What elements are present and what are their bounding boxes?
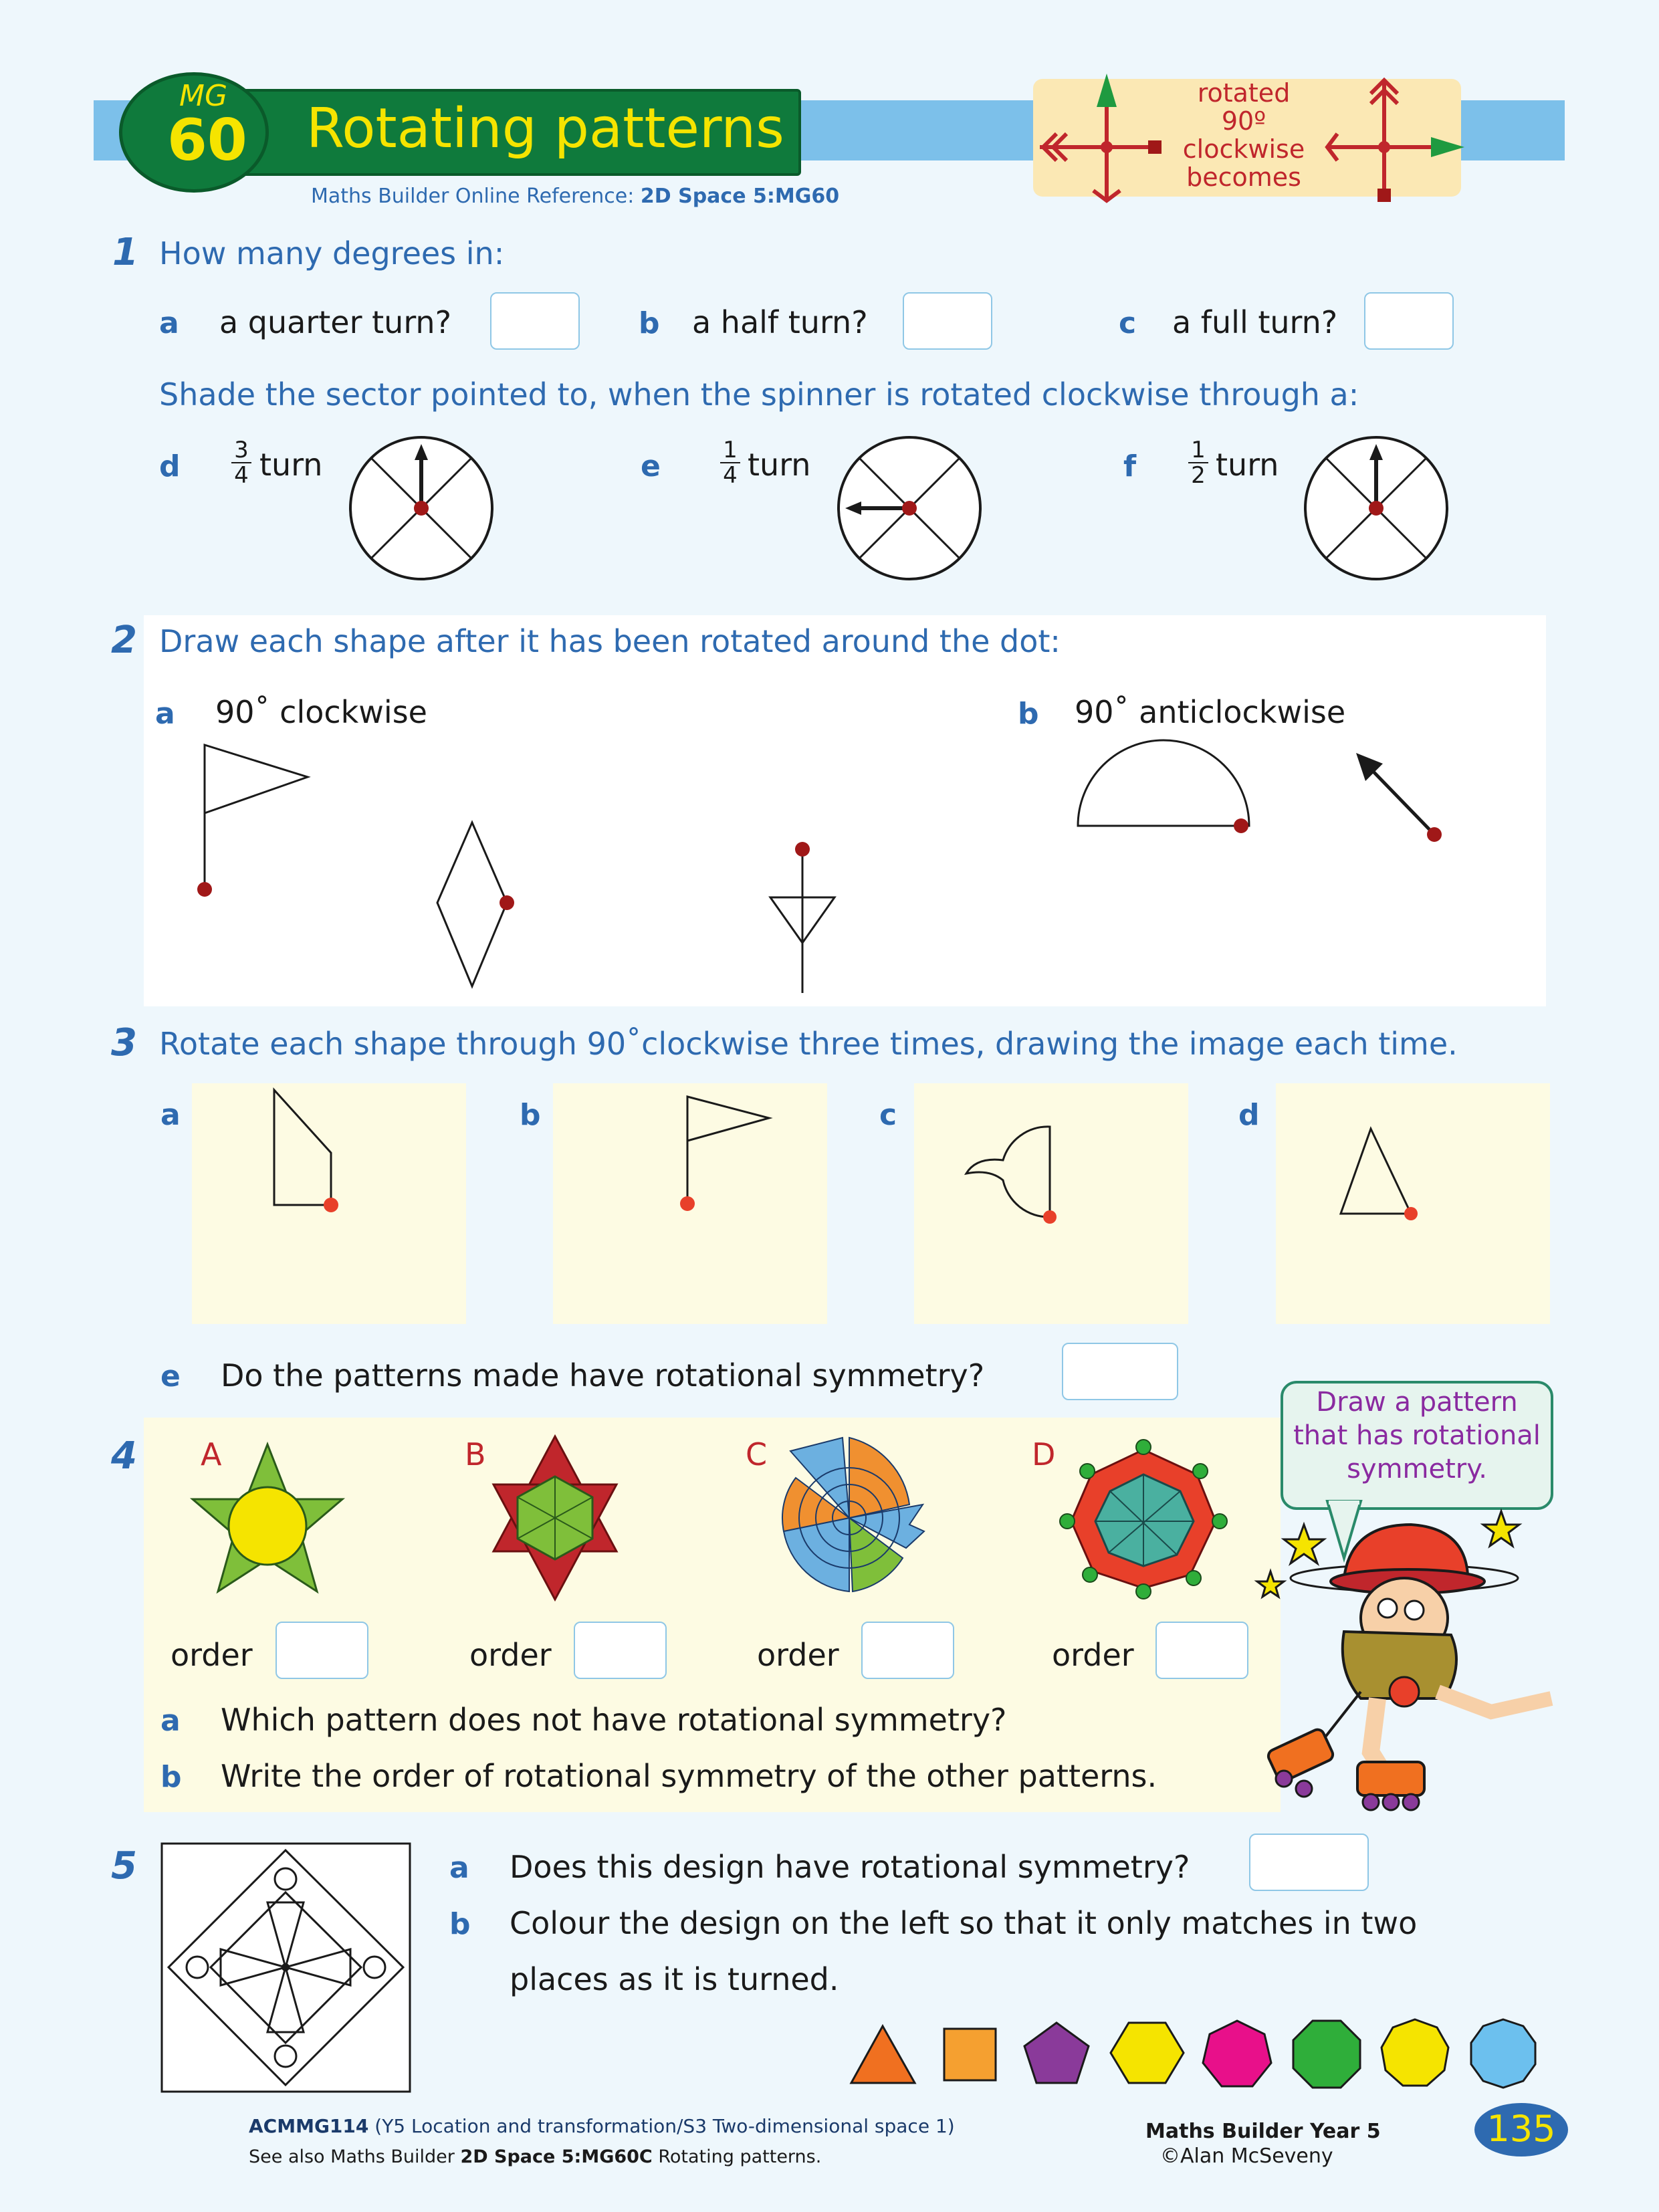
q4-number: 4 xyxy=(111,1434,137,1478)
q3e-answer-box[interactable] xyxy=(1062,1343,1178,1400)
q1b-answer-box[interactable] xyxy=(903,292,992,350)
q2-arrow-shape xyxy=(1344,742,1451,843)
q1d-fraction xyxy=(231,438,251,487)
q1a-text: a quarter turn? xyxy=(219,304,451,340)
q1b-text: a half turn? xyxy=(692,304,868,340)
curriculum-code: ACMMG114 xyxy=(249,2115,369,2137)
see-also-prefix: See also Maths Builder xyxy=(249,2146,455,2167)
q2-semicircle-shape xyxy=(1070,736,1257,836)
q4b-letter: b xyxy=(160,1760,182,1794)
q1d-letter: d xyxy=(159,449,181,483)
q1e-numerator: 1 xyxy=(723,437,738,463)
pattern-a-order-label: order xyxy=(171,1637,253,1673)
bubble-line3: symmetry. xyxy=(1347,1454,1487,1484)
footer-book: Maths Builder Year 5 xyxy=(1145,2120,1381,2143)
q3c-letter: c xyxy=(879,1098,897,1132)
q5-number: 5 xyxy=(111,1844,137,1888)
legend-line2: 90º xyxy=(1221,106,1266,136)
badge-number: 60 xyxy=(167,107,247,174)
curriculum-detail: (Y5 Location and transformation/S3 Two-dimensional space 1) xyxy=(374,2115,955,2137)
q3d-letter: d xyxy=(1238,1098,1260,1132)
q3d-shape xyxy=(1337,1123,1424,1224)
q5b-letter: b xyxy=(449,1907,471,1941)
reference-value: 2D Space 5:MG60 xyxy=(640,185,840,208)
q2a-text: 90˚ clockwise xyxy=(215,694,427,730)
q5-design[interactable] xyxy=(160,1842,411,2093)
pattern-c-order-label: order xyxy=(757,1637,839,1673)
q3e-letter: e xyxy=(160,1359,181,1394)
q1e-letter: e xyxy=(641,449,661,483)
pentagon-shape-icon xyxy=(1022,2019,1092,2086)
q1b-letter: b xyxy=(639,306,660,340)
pattern-a-order-box[interactable] xyxy=(275,1622,368,1679)
online-reference xyxy=(311,185,839,208)
bubble-line1: Draw a pattern xyxy=(1316,1387,1518,1418)
q1a-letter: a xyxy=(159,306,179,340)
square-shape-icon xyxy=(942,2026,998,2083)
q3a-letter: a xyxy=(160,1098,181,1132)
pattern-d-label: D xyxy=(1032,1436,1056,1472)
q1-number: 1 xyxy=(112,231,138,274)
q5a-answer-box[interactable] xyxy=(1249,1834,1369,1891)
q3-number: 3 xyxy=(111,1021,137,1065)
pattern-c-spiral xyxy=(776,1431,929,1598)
q2-rhombus-shape xyxy=(428,816,522,996)
decagon-shape-icon xyxy=(1466,2017,1541,2090)
q1c-letter: c xyxy=(1119,306,1137,340)
q2-prompt: Draw each shape after it has been rotated around the dot: xyxy=(159,623,1061,659)
legend-before-icon xyxy=(1033,67,1187,207)
spinner-f[interactable] xyxy=(1303,435,1450,582)
legend-line3: clockwise xyxy=(1182,134,1305,164)
q2-flag-shape xyxy=(187,736,321,903)
q5a-letter: a xyxy=(449,1851,469,1885)
q1f-letter: f xyxy=(1123,449,1137,483)
q2b-letter: b xyxy=(1018,697,1039,731)
pattern-b-order-box[interactable] xyxy=(574,1622,667,1679)
q1f-turn: turn xyxy=(1216,447,1279,483)
see-also-ref: 2D Space 5:MG60C xyxy=(460,2146,653,2167)
reference-label: Maths Builder Online Reference: xyxy=(311,185,635,208)
q1d-turn: turn xyxy=(259,447,323,483)
q4a-letter: a xyxy=(160,1704,181,1738)
q3e-text: Do the patterns made have rotational symmetry? xyxy=(221,1357,985,1394)
q5b-line1: Colour the design on the left so that it only matches in two xyxy=(510,1905,1418,1941)
q1d-numerator: 3 xyxy=(234,437,249,463)
q1c-answer-box[interactable] xyxy=(1364,292,1454,350)
q1-shade-prompt: Shade the sector pointed to, when the spinner is rotated clockwise through a: xyxy=(159,376,1359,413)
speech-bubble-text xyxy=(1281,1386,1553,1486)
q3b-letter: b xyxy=(520,1098,541,1132)
spinner-d[interactable] xyxy=(348,435,495,582)
q1d-denominator: 4 xyxy=(231,462,251,487)
pattern-b-label: B xyxy=(465,1436,486,1472)
q1c-text: a full turn? xyxy=(1172,304,1338,340)
q1e-denominator: 4 xyxy=(720,462,740,487)
see-also-suffix: Rotating patterns. xyxy=(658,2146,822,2167)
legend-line4: becomes xyxy=(1186,162,1301,192)
nonagon-shape-icon xyxy=(1377,2017,1452,2090)
pattern-c-order-box[interactable] xyxy=(861,1622,954,1679)
pattern-b-order-label: order xyxy=(469,1637,552,1673)
footer-copyright: ©Alan McSeveny xyxy=(1160,2144,1333,2168)
pattern-a-label: A xyxy=(201,1436,222,1472)
page-number: 135 xyxy=(1486,2108,1556,2150)
badge-code: MG xyxy=(179,79,228,113)
q4a-text: Which pattern does not have rotational symmetry? xyxy=(221,1702,1007,1738)
hexagon-shape-icon xyxy=(1109,2019,1186,2086)
triangle-shape-icon xyxy=(848,2023,918,2086)
q3b-shape xyxy=(675,1090,776,1224)
pattern-a-star xyxy=(187,1438,348,1598)
q1f-denominator: 2 xyxy=(1188,462,1208,487)
pattern-d-order-label: order xyxy=(1052,1637,1134,1673)
q2b-text: 90˚ anticlockwise xyxy=(1075,694,1346,730)
q3c-shape xyxy=(963,1123,1063,1230)
legend-text xyxy=(1164,79,1324,191)
footer-see-also xyxy=(249,2146,821,2167)
pattern-d-web xyxy=(1057,1438,1230,1598)
q5b-line2: places as it is turned. xyxy=(510,1961,839,1997)
q2-antenna-shape xyxy=(762,836,843,996)
spinner-e[interactable] xyxy=(836,435,983,582)
q1f-fraction xyxy=(1188,438,1208,487)
pattern-b-hexagram xyxy=(488,1431,622,1605)
q5a-text: Does this design have rotational symmetry? xyxy=(510,1849,1190,1885)
q1e-turn: turn xyxy=(748,447,811,483)
q3-prompt: Rotate each shape through 90˚clockwise three times, drawing the image each time. xyxy=(159,1026,1458,1062)
q3a-shape xyxy=(267,1083,348,1217)
q1f-numerator: 1 xyxy=(1191,437,1206,463)
page-title: Rotating patterns xyxy=(306,97,784,160)
q2-number: 2 xyxy=(111,619,137,662)
q4b-text: Write the order of rotational symmetry of the other patterns. xyxy=(221,1758,1157,1794)
q2a-letter: a xyxy=(155,697,175,731)
dizzy-skater-illustration xyxy=(1244,1498,1578,1805)
q1e-fraction xyxy=(720,438,740,487)
pattern-c-label: C xyxy=(746,1436,768,1472)
legend-after-icon xyxy=(1321,67,1474,207)
bubble-line2: that has rotational xyxy=(1293,1420,1541,1451)
q1-prompt: How many degrees in: xyxy=(159,235,505,271)
octagon-shape-icon xyxy=(1291,2018,1363,2090)
pattern-d-order-box[interactable] xyxy=(1155,1622,1248,1679)
heptagon-shape-icon xyxy=(1200,2018,1274,2089)
legend-line1: rotated xyxy=(1197,78,1291,108)
q1a-answer-box[interactable] xyxy=(490,292,580,350)
footer-curriculum xyxy=(249,2115,955,2137)
q2-panel[interactable] xyxy=(144,615,1546,1006)
